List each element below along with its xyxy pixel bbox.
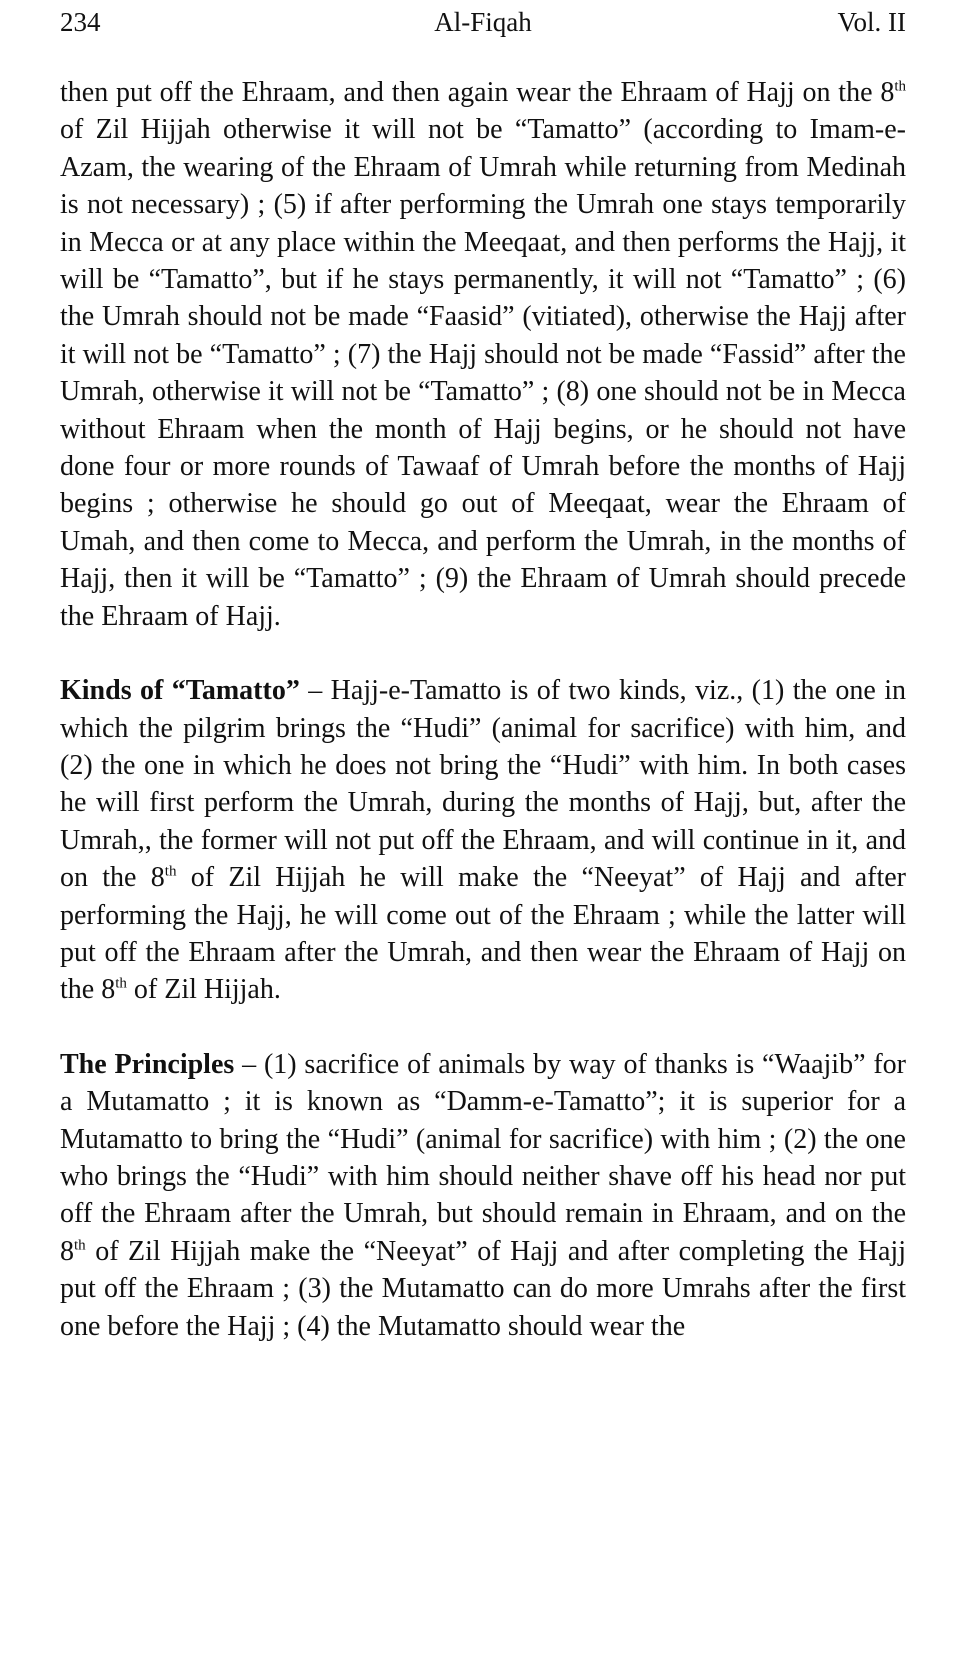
ordinal-superscript: th (164, 863, 177, 880)
section-heading-kinds: Kinds of “Tamatto” (60, 675, 300, 707)
paragraph-continuation (60, 74, 906, 635)
paragraph-principles (60, 1046, 906, 1345)
ordinal-superscript: th (74, 1237, 86, 1254)
book-page (60, 0, 906, 1345)
page-body (60, 74, 906, 1345)
paragraph-kinds-of-tamatto (60, 672, 906, 1009)
text-segment: – Hajj-e-Tamatto is of two kinds, viz., (1) the one in which the pilgrim brings the “Hudi” (animal for sacrifice) with him, and (2) the one in which he does not bring the “Hudi” with him. In both cases he will first perform the Umrah, during the months of Hajj, but, after the Umrah,, the former will not put off the Ehraam, and will continue in it, and on the 8 (60, 675, 906, 894)
text-segment: of Zil Hijjah otherwise it will not be “Tamatto” (according to Imam-e-Azam, the wearing of the Ehraam of Umrah while returning from Medinah is not necessary) ; (5) if after performing the Umrah one stays temporarily in Mecca or at any place within the Meeqaat, and then performs the Hajj, it will be “Tamatto”, but if he stays permanently, it will not “Tamatto” ; (6) the Umrah should not be made “Faasid” (vitiated), otherwise the Hajj after it will not be “Tamatto” ; (7) the Hajj should not be made “Fassid” after the Umrah, otherwise it will not be “Tamatto” ; (8) one should not be in Mecca without Ehraam when the month of Hajj begins, or he should not have done four or more rounds of Tawaaf of Umrah before the months of Hajj begins ; otherwise he should go out of Meeqaat, wear the Ehraam of Umah, and then come to Mecca, and perform the Umrah, in the months of Hajj, then it will be “Tamatto” ; (9) the Ehraam of Umrah should precede the Ehraam of Hajj. (60, 114, 906, 632)
section-heading-principles: The Principles (60, 1048, 235, 1080)
ordinal-superscript: th (115, 976, 127, 993)
text-segment: of Zil Hijjah he will make the “Neeyat” of Hajj and after performing the Hajj, he will come out of the Ehraam ; while the latter will put off the Ehraam after the Umrah, and then wear the Ehraam of Hajj on the 8 (60, 862, 906, 1006)
text-segment: of Zil Hijjah make the “Neeyat” of Hajj and after completing the Hajj put off the Ehraam ; (3) the Mutamatto can do more Umrahs after the first one before the Hajj ; (4) the Mutamatto should wear the (60, 1235, 906, 1342)
page-number: 234 (60, 7, 101, 37)
text-segment: of Zil Hijjah. (126, 974, 281, 1006)
book-title: Al-Fiqah (434, 7, 532, 37)
page-header (60, 0, 906, 44)
ordinal-superscript: th (894, 78, 906, 95)
text-segment: then put off the Ehraam, and then again wear the Ehraam of Hajj on the 8 (60, 77, 895, 108)
volume-label: Vol. II (837, 7, 906, 37)
text-segment: – (1) sacrifice of animals by way of thanks is “Waajib” for a Mutamatto ; it is known as “Damm-e-Tamatto”; it is superior for a Mutamatto to bring the “Hudi” (animal for sacrifice) with him ; (2) the one who brings the “Hudi” with him should neither shave off his head nor put off the Ehraam after the Umrah, but should remain in Ehraam, and on the 8 (60, 1048, 906, 1267)
